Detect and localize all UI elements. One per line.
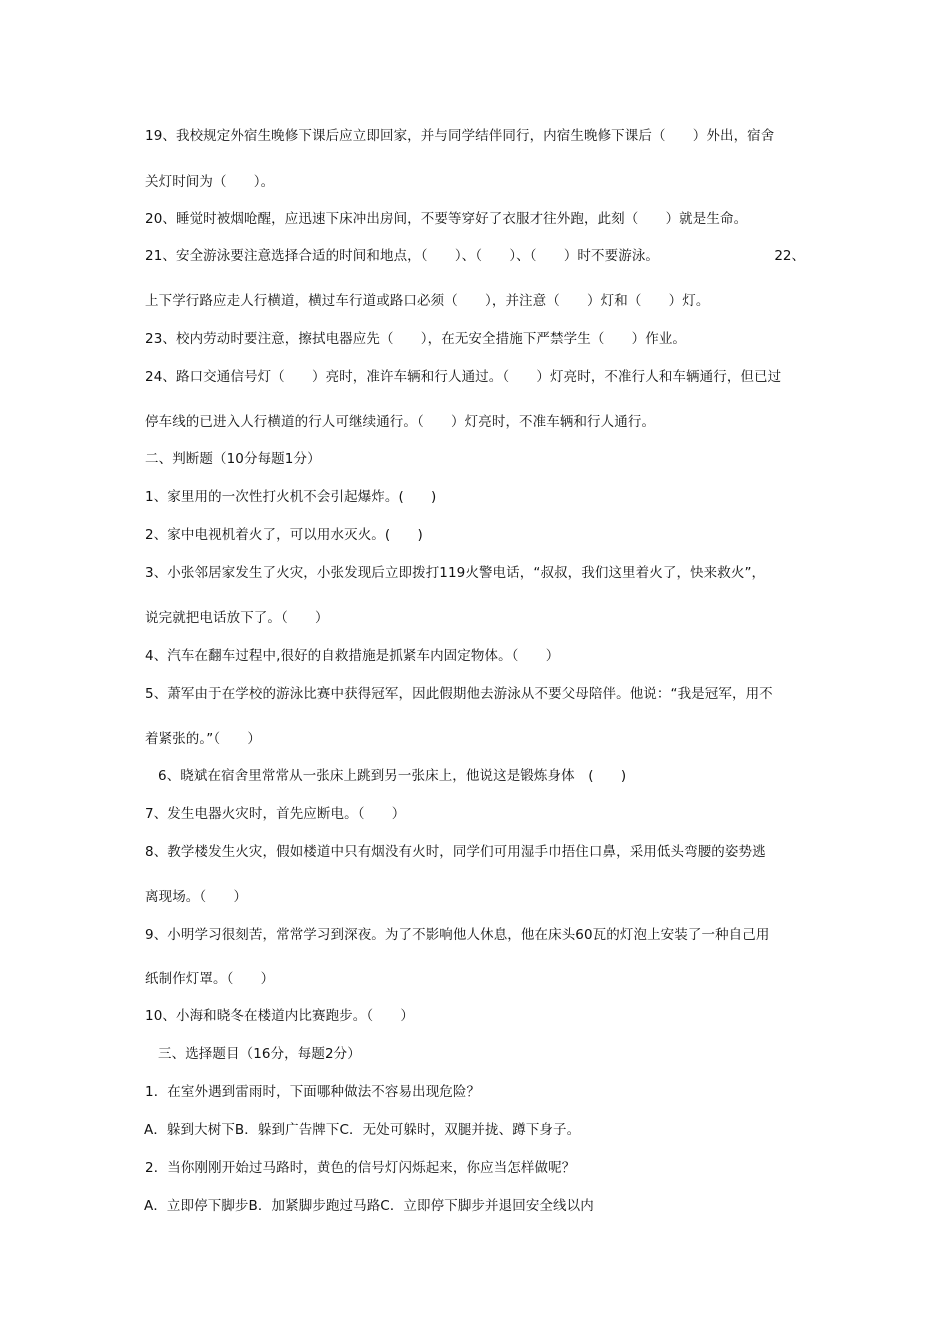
question-22-number: 22、: [774, 248, 805, 264]
section-3-heading: 三、选择题目（16分，每题2分）: [158, 1046, 361, 1062]
judge-1: 1、家里用的一次性打火机不会引起爆炸。( ): [145, 489, 437, 505]
question-24-line-1: 24、路口交通信号灯（ ）亮时，准许车辆和行人通过。（ ）灯亮时，不准行人和车辆通行，但已过: [145, 369, 782, 385]
question-19-line-2: 关灯时间为（ ）。: [145, 174, 275, 190]
question-22: 上下学行路应走人行横道，横过车行道或路口必须（ ），并注意（ ）灯和（ ）灯。: [145, 293, 710, 309]
question-24-line-2: 停车线的已进入人行横道的行人可继续通行。（ ）灯亮时，不准车辆和行人通行。: [145, 414, 656, 430]
judge-4: 4、汽车在翻车过程中,很好的自救措施是抓紧车内固定物体。（ ）: [145, 648, 560, 664]
judge-9-line-1: 9、小明学习很刻苦，常常学习到深夜。为了不影响他人休息，他在床头60瓦的灯泡上安装了一种自己用: [145, 927, 770, 943]
section-2-heading: 二、判断题（10分每题1分）: [145, 451, 321, 467]
choice-1-options: A．躲到大树下B．躲到广告牌下C．无处可躲时，双腿并拢、蹲下身子。: [144, 1122, 581, 1138]
choice-2-options: A．立即停下脚步B．加紧脚步跑过马路C．立即停下脚步并退回安全线以内: [144, 1198, 594, 1214]
question-19-line-1: 19、我校规定外宿生晚修下课后应立即回家，并与同学结伴同行，内宿生晚修下课后（ ）外出，宿舍: [145, 128, 775, 144]
judge-7: 7、发生电器火灾时，首先应断电。（ ）: [145, 806, 406, 822]
choice-1-question: 1．在室外遇到雷雨时，下面哪种做法不容易出现危险？: [145, 1084, 481, 1100]
judge-3-line-2: 说完就把电话放下了。（ ）: [145, 610, 329, 626]
judge-6: 6、晓斌在宿舍里常常从一张床上跳到另一张床上，他说这是锻炼身体 ( ): [158, 768, 627, 784]
judge-5-line-1: 5、萧军由于在学校的游泳比赛中获得冠军，因此假期他去游泳从不要父母陪伴。他说：“我是冠军，用不: [145, 686, 773, 702]
question-20: 20、睡觉时被烟呛醒，应迅速下床冲出房间，不要等穿好了衣服才往外跑，此刻（ ）就是生命。: [145, 211, 748, 227]
judge-8-line-2: 离现场。（ ）: [145, 889, 248, 905]
judge-5-line-2: 着紧张的。”（ ）: [145, 731, 261, 747]
question-23: 23、校内劳动时要注意，擦拭电器应先（ ），在无安全措施下严禁学生（ ）作业。: [145, 331, 687, 347]
judge-3-line-1: 3、小张邻居家发生了火灾，小张发现后立即拨打119火警电话，“叔叔，我们这里着火了，快来救火”，: [145, 565, 766, 581]
question-21: 21、安全游泳要注意选择合适的时间和地点，（ ）、（ ）、（ ）时不要游泳。: [145, 248, 660, 264]
choice-2-question: 2．当你刚刚开始过马路时，黄色的信号灯闪烁起来，你应当怎样做呢？: [145, 1160, 576, 1176]
judge-10: 10、小海和晓冬在楼道内比赛跑步。（ ）: [145, 1008, 415, 1024]
judge-9-line-2: 纸制作灯罩。（ ）: [145, 971, 275, 987]
judge-8-line-1: 8、教学楼发生火灾，假如楼道中只有烟没有火时，同学们可用湿手巾捂住口鼻，采用低头弯腰的姿势逃: [145, 844, 766, 860]
judge-2: 2、家中电视机着火了，可以用水灭火。( ): [145, 527, 423, 543]
